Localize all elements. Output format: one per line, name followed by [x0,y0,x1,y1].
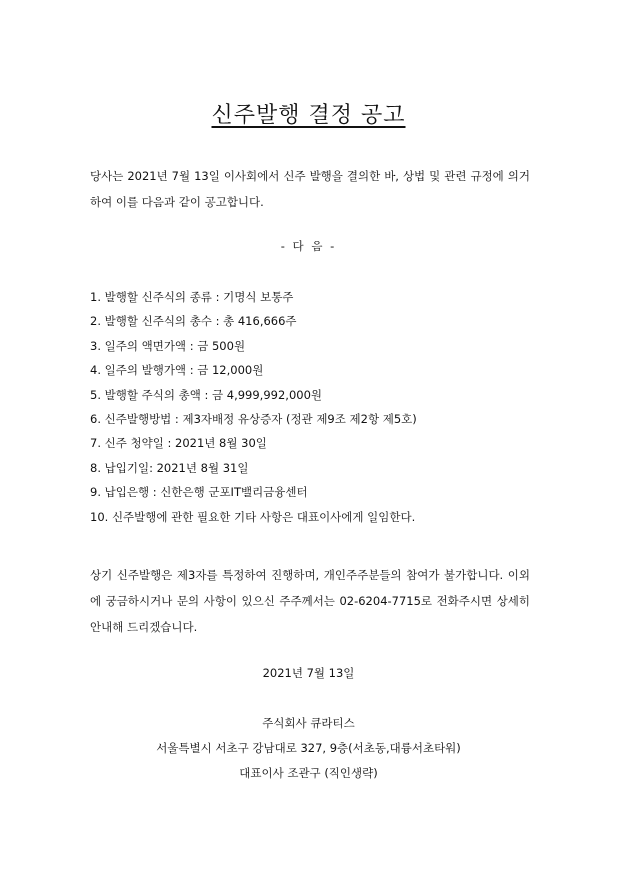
list-item: 7. 신주 청약일 : 2021년 8월 30일 [90,436,267,451]
list-item: 1. 발행할 신주식의 종류 : 기명식 보통주 [90,290,294,304]
company-name: 주식회사 큐라티스 [262,716,355,730]
company-address: 서울특별시 서초구 강남대로 327, 9층(서초동,대륭서초타워) [156,741,461,755]
list-item: 6. 신주발행방법 : 제3자배정 유상증자 (정관 제9조 제2항 제5호) [90,411,417,426]
list-item: 3. 일주의 액면가액 : 금 500원 [90,338,246,353]
section-heading: - 다 음 - [280,239,337,253]
list-item: 4. 일주의 발행가액 : 금 12,000원 [90,363,264,378]
list-item: 8. 납입기일: 2021년 8월 31일 [90,460,249,475]
notice-title: 신주발행 결정 공고 [211,103,406,128]
closing-paragraph: 상기 신주발행은 제3자를 특정하여 진행하며, 개인주주분들의 참여가 불가합니다. 이외에 궁금하시거나 문의 사항이 있으신 주주께서는 02-6204-7715로 전화주시면 상세히 안내해 드리겠습니다. [90,568,530,634]
intro-paragraph: 당사는 2021년 7월 13일 이사회에서 신주 발행을 결의한 바, 상법 및 관련 규정에 의거하여 이를 다음과 같이 공고합니다. [90,169,530,209]
list-item: 5. 발행할 주식의 총액 : 금 4,999,992,000원 [90,387,323,402]
list-item: 10. 신주발행에 관한 필요한 기타 사항은 대표이사에게 일임한다. [90,509,416,524]
notice-date: 2021년 7월 13일 [262,666,355,680]
ceo-signature-line: 대표이사 조관구 (직인생략) [239,766,378,780]
list-item: 2. 발행할 신주식의 총수 : 총 416,666주 [90,314,297,329]
issuance-details-list [90,285,417,529]
list-item: 9. 납입은행 : 신한은행 군포IT밸리금융센터 [90,485,308,500]
